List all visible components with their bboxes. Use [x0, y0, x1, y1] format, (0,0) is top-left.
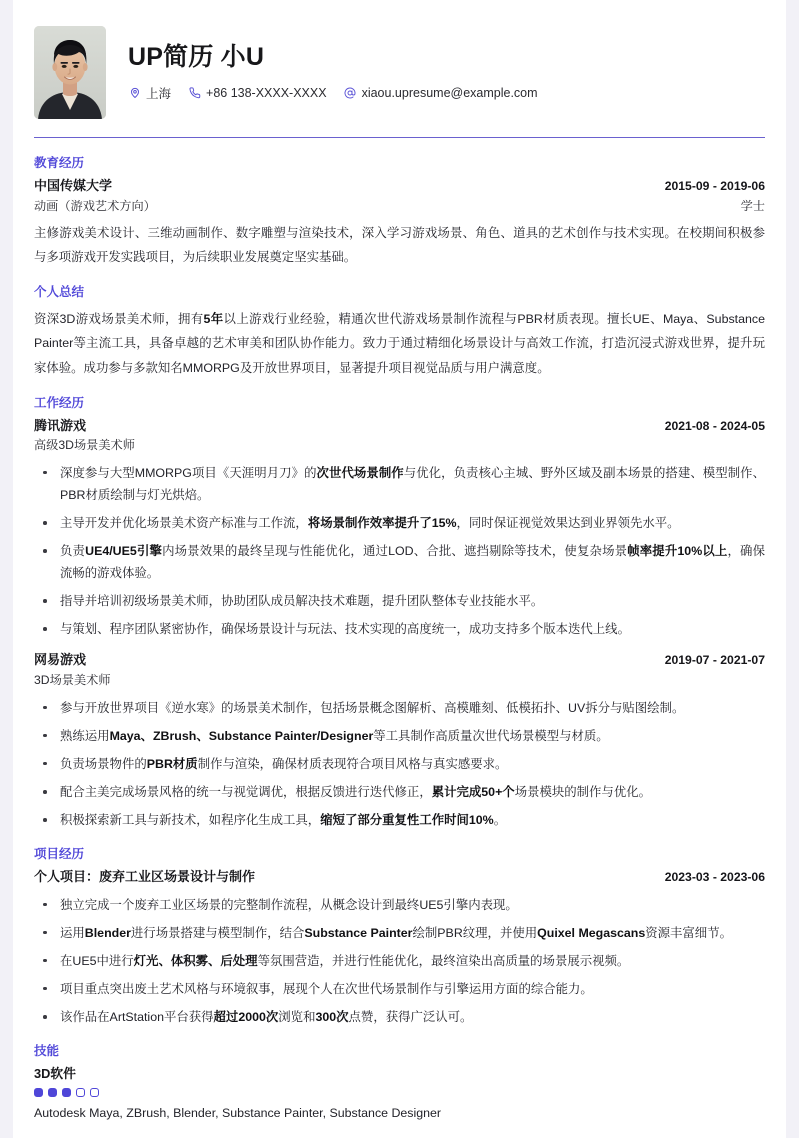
education-major: 动画（游戏艺术方向）	[34, 198, 156, 213]
project-entry	[34, 867, 765, 1028]
work-daterange: 2019-07 - 2021-07	[664, 653, 765, 668]
bullet-item: 项目重点突出废土艺术风格与环境叙事，展现个人在次世代场景制作与引擎运用方面的综合能力。	[34, 978, 765, 1000]
skill-tools-list: Autodesk Maya, ZBrush, Blender, Substance Painter, Substance Designer	[34, 1106, 442, 1121]
section-skills	[34, 1042, 765, 1124]
skill-dot-empty	[76, 1088, 85, 1097]
bullet-item: 熟练运用Maya、ZBrush、Substance Painter/Designer等工具制作高质量次世代场景模型与材质。	[34, 725, 765, 747]
work-daterange: 2021-08 - 2024-05	[664, 418, 765, 433]
education-description: 主修游戏美术设计、三维动画制作、数字雕塑与渲染技术，深入学习游戏场景、角色、道具的艺术创作与技术实现。在校期间积极参与多项游戏开发实践项目，为后续职业发展奠定坚实基础。	[34, 226, 765, 265]
skill-category-name: 3D软件	[34, 1065, 76, 1081]
skill-dot-empty	[90, 1088, 99, 1097]
section-title-projects: 项目经历	[34, 847, 85, 862]
work-company: 网易游戏	[34, 652, 87, 668]
project-daterange: 2023-03 - 2023-06	[664, 869, 765, 884]
bullet-item: 该作品在ArtStation平台获得超过2000次浏览和300次点赞，获得广泛认可。	[34, 1006, 765, 1028]
work-role: 高级3D场景美术师	[34, 438, 135, 453]
contact-list	[128, 84, 765, 102]
education-daterange: 2015-09 - 2019-06	[664, 178, 765, 193]
summary-text: 资深3D游戏场景美术师，拥有5年以上游戏行业经验，精通次世代游戏场景制作流程与PBR材质表现。擅长UE、Maya、Substance Painter等主流工具，具备卓越的艺术审美和团队协作能力。致力于通过精细化场景设计与高效工作流，打造沉浸式游戏世界，提升玩家体验。成功参与多款知名MMORPG及开放世界项目，显著提升项目视觉品质与用户满意度。	[34, 312, 765, 375]
bullet-item: 主导开发并优化场景美术资产标准与工作流，将场景制作效率提升了15%，同时保证视觉效果达到业界领先水平。	[34, 512, 765, 534]
section-education	[34, 154, 765, 269]
project-name: 个人项目：废弃工业区场景设计与制作	[34, 868, 256, 884]
bullet-item: 在UE5中进行灯光、体积雾、后处理等氛围营造，并进行性能优化，最终渲染出高质量的场景展示视频。	[34, 950, 765, 972]
location-pin-icon	[128, 86, 141, 99]
section-summary	[34, 283, 765, 379]
bullet-item: 积极探索新工具与新技术，如程序化生成工具，缩短了部分重复性工作时间10%。	[34, 809, 765, 831]
bullet-item: 参与开放世界项目《逆水寒》的场景美术制作，包括场景概念图解析、高模雕刻、低模拓扑、UV拆分与贴图绘制。	[34, 697, 765, 719]
phone-icon	[188, 86, 201, 99]
education-degree: 学士	[740, 198, 765, 213]
bullet-item: 运用Blender进行场景搭建与模型制作，结合Substance Painter绘制PBR纹理，并使用Quixel Megascans资源丰富细节。	[34, 922, 765, 944]
resume-header	[34, 0, 765, 129]
bullet-item: 配合主美完成场景风格的统一与视觉调优，根据反馈进行迭代修正，累计完成50+个场景模块的制作与优化。	[34, 781, 765, 803]
skill-dot-filled	[34, 1088, 43, 1097]
section-projects	[34, 845, 765, 1028]
section-work	[34, 394, 765, 831]
work-entry	[34, 416, 765, 641]
avatar	[34, 26, 106, 119]
at-email-icon	[344, 86, 357, 99]
bullet-item: 独立完成一个废弃工业区场景的完整制作流程，从概念设计到最终UE5引擎内表现。	[34, 894, 765, 916]
bullet-item: 负责场景物件的PBR材质制作与渲染，确保材质表现符合项目风格与真实感要求。	[34, 753, 765, 775]
section-title-education: 教育经历	[34, 156, 85, 170]
contact-email-text: xiaou.upresume@example.com	[361, 85, 538, 100]
work-bullets	[34, 697, 765, 831]
contact-phone-text: +86 138-XXXX-XXXX	[206, 85, 327, 100]
page-title: UP简历 小U	[128, 43, 265, 72]
skill-dot-filled	[48, 1088, 57, 1097]
skill-dot-filled	[62, 1088, 71, 1097]
project-bullets	[34, 894, 765, 1028]
contact-location-text: 上海	[146, 86, 172, 101]
skill-entry	[34, 1064, 765, 1125]
work-company: 腾讯游戏	[34, 417, 87, 433]
contact-email	[344, 86, 538, 100]
bullet-item: 负责UE4/UE5引擎内场景效果的最终呈现与性能优化，通过LOD、合批、遮挡剔除等技术，使复杂场景帧率提升10%以上，确保流畅的游戏体验。	[34, 540, 765, 584]
section-title-work: 工作经历	[34, 395, 85, 410]
section-title-skills: 技能	[34, 1044, 60, 1058]
work-role: 3D场景美术师	[34, 673, 111, 688]
education-entry	[34, 176, 765, 270]
section-title-summary: 个人总结	[34, 285, 85, 300]
education-school: 中国传媒大学	[34, 177, 113, 193]
header-divider	[34, 137, 765, 138]
bullet-item: 深度参与大型MMORPG项目《天涯明月刀》的次世代场景制作与优化，负责核心主城、野外区域及副本场景的搭建、模型制作、PBR材质绘制与灯光烘焙。	[34, 462, 765, 506]
work-bullets	[34, 462, 765, 641]
bullet-item: 与策划、程序团队紧密协作，确保场景设计与玩法、技术实现的高度统一，成功支持多个版本迭代上线。	[34, 618, 765, 640]
bullet-item: 指导并培训初级场景美术师，协助团队成员解决技术难题，提升团队整体专业技能水平。	[34, 590, 765, 612]
contact-phone	[188, 86, 327, 100]
contact-location	[128, 84, 171, 102]
skill-level-rating	[34, 1088, 765, 1097]
work-entry	[34, 650, 765, 831]
